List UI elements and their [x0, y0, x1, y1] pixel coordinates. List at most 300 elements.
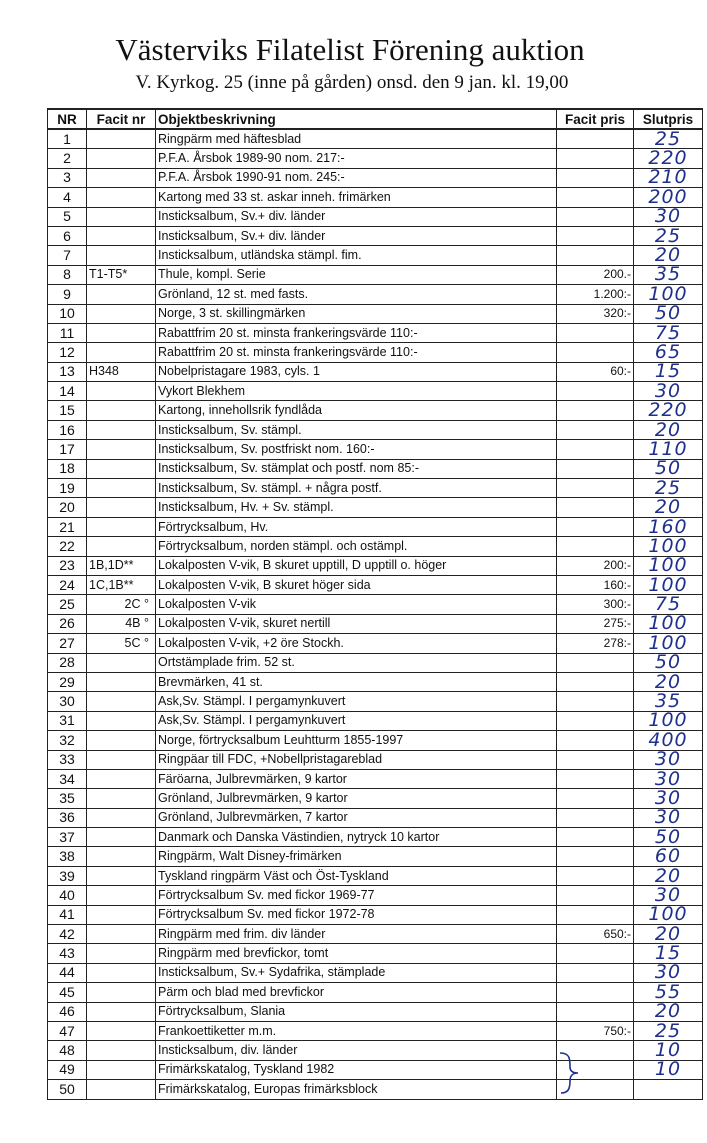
facit-price [557, 944, 634, 963]
lot-number: 43 [48, 944, 87, 963]
table-row [48, 188, 703, 207]
facit-price: 200:- [557, 556, 634, 575]
lot-number: 3 [48, 168, 87, 187]
column-header-facit-nr: Facit nr [87, 109, 156, 129]
final-price: 20 [634, 672, 703, 691]
facit-price [557, 401, 634, 420]
table-header-row [48, 109, 703, 129]
table-row [48, 168, 703, 187]
object-description: Insticksalbum, Sv. stämplat och postf. nom 85:- [156, 459, 557, 478]
column-header-facit-pris: Facit pris [557, 109, 634, 129]
table-row [48, 362, 703, 381]
lot-number: 21 [48, 517, 87, 536]
facit-price: 320:- [557, 304, 634, 323]
facit-number [87, 789, 156, 808]
lot-number: 30 [48, 692, 87, 711]
table-row [48, 343, 703, 362]
object-description: Ringpärm med häftesblad [156, 129, 557, 149]
lot-number: 22 [48, 537, 87, 556]
facit-number [87, 1002, 156, 1021]
facit-number [87, 672, 156, 691]
lot-number: 48 [48, 1041, 87, 1060]
object-description: Ringpäar till FDC, +Nobellpristagareblad [156, 750, 557, 769]
facit-price [557, 440, 634, 459]
lot-number: 45 [48, 983, 87, 1002]
final-price: 15 [634, 362, 703, 381]
table-row [48, 595, 703, 614]
final-price: 30 [634, 382, 703, 401]
facit-number [87, 401, 156, 420]
table-row [48, 129, 703, 149]
document-subtitle: V. Kyrkog. 25 (inne på gården) onsd. den 9 jan. kl. 19,00 [135, 72, 569, 93]
facit-price: 60:- [557, 362, 634, 381]
lot-number: 17 [48, 440, 87, 459]
table-row [48, 692, 703, 711]
object-description: Ortstämplade frim. 52 st. [156, 653, 557, 672]
facit-number [87, 711, 156, 730]
auction-table [47, 108, 703, 1100]
object-description: Insticksalbum, Sv.+ div. länder [156, 226, 557, 245]
final-price: 30 [634, 808, 703, 827]
object-description: Insticksalbum, Hv. + Sv. stämpl. [156, 498, 557, 517]
lot-number: 47 [48, 1021, 87, 1040]
table-row [48, 479, 703, 498]
facit-price [557, 963, 634, 982]
final-price: 10 [634, 1041, 703, 1060]
table-row [48, 905, 703, 924]
object-description: Tyskland ringpärm Väst och Öst-Tyskland [156, 866, 557, 885]
final-price: 220 [634, 149, 703, 168]
lot-number: 2 [48, 149, 87, 168]
object-description: Förtrycksalbum, norden stämpl. och ostämpl. [156, 537, 557, 556]
final-price: 30 [634, 207, 703, 226]
facit-number [87, 828, 156, 847]
facit-number [87, 847, 156, 866]
object-description: Ringpärm med brevfickor, tomt [156, 944, 557, 963]
facit-number [87, 420, 156, 439]
final-price: 30 [634, 886, 703, 905]
object-description: Frimärkskatalog, Europas frimärksblock [156, 1080, 557, 1099]
facit-price [557, 886, 634, 905]
facit-number: 2C ° [87, 595, 156, 614]
facit-number [87, 226, 156, 245]
lot-number: 37 [48, 828, 87, 847]
lot-number: 41 [48, 905, 87, 924]
column-header-objekt: Objektbeskrivning [156, 109, 557, 129]
lot-number: 36 [48, 808, 87, 827]
object-description: P.F.A. Årsbok 1990-91 nom. 245:- [156, 168, 557, 187]
table-row [48, 828, 703, 847]
table-row [48, 1021, 703, 1040]
table-row [48, 304, 703, 323]
table-row [48, 440, 703, 459]
final-price: 100 [634, 556, 703, 575]
table-row [48, 207, 703, 226]
lot-number: 46 [48, 1002, 87, 1021]
facit-number [87, 517, 156, 536]
table-row [48, 983, 703, 1002]
lot-number: 28 [48, 653, 87, 672]
lot-number: 5 [48, 207, 87, 226]
facit-price [557, 129, 634, 149]
lot-number: 34 [48, 769, 87, 788]
facit-price [557, 828, 634, 847]
facit-price [557, 866, 634, 885]
table-row [48, 1002, 703, 1021]
lot-number: 15 [48, 401, 87, 420]
object-description: Lokalposten V-vik, B skuret höger sida [156, 575, 557, 594]
lot-number: 16 [48, 420, 87, 439]
table-row [48, 750, 703, 769]
table-row [48, 886, 703, 905]
lot-number: 10 [48, 304, 87, 323]
facit-number: 5C ° [87, 634, 156, 653]
facit-price [557, 382, 634, 401]
final-price: 50 [634, 304, 703, 323]
facit-number [87, 246, 156, 265]
facit-price [557, 750, 634, 769]
lot-number: 12 [48, 343, 87, 362]
final-price: 20 [634, 246, 703, 265]
facit-number: 4B ° [87, 614, 156, 633]
object-description: Pärm och blad med brevfickor [156, 983, 557, 1002]
object-description: Färöarna, Julbrevmärken, 9 kartor [156, 769, 557, 788]
facit-number [87, 653, 156, 672]
final-price [634, 1080, 703, 1099]
lot-number: 18 [48, 459, 87, 478]
facit-price: 750:- [557, 1021, 634, 1040]
object-description: Grönland, 12 st. med fasts. [156, 285, 557, 304]
lot-number: 26 [48, 614, 87, 633]
table-row [48, 847, 703, 866]
object-description: Ringpärm med frim. div länder [156, 925, 557, 944]
final-price: 100 [634, 634, 703, 653]
final-price: 20 [634, 1002, 703, 1021]
table-row [48, 925, 703, 944]
brace-mark [558, 1051, 582, 1095]
object-description: Insticksalbum, Sv. stämpl. [156, 420, 557, 439]
final-price: 75 [634, 323, 703, 342]
facit-number [87, 537, 156, 556]
object-description: Thule, kompl. Serie [156, 265, 557, 284]
lot-number: 8 [48, 265, 87, 284]
lot-number: 25 [48, 595, 87, 614]
lot-number: 44 [48, 963, 87, 982]
facit-price [557, 323, 634, 342]
object-description: Frimärkskatalog, Tyskland 1982 [156, 1060, 557, 1079]
table-row [48, 731, 703, 750]
object-description: Frankoettiketter m.m. [156, 1021, 557, 1040]
object-description: P.F.A. Årsbok 1989-90 nom. 217:- [156, 149, 557, 168]
facit-price: 300:- [557, 595, 634, 614]
lot-number: 4 [48, 188, 87, 207]
lot-number: 6 [48, 226, 87, 245]
final-price: 100 [634, 905, 703, 924]
object-description: Ringpärm, Walt Disney-frimärken [156, 847, 557, 866]
facit-price [557, 537, 634, 556]
lot-number: 29 [48, 672, 87, 691]
final-price: 15 [634, 944, 703, 963]
final-price: 25 [634, 129, 703, 149]
final-price: 400 [634, 731, 703, 750]
facit-number: 1C,1B** [87, 575, 156, 594]
final-price: 20 [634, 866, 703, 885]
table-row [48, 149, 703, 168]
table-row [48, 246, 703, 265]
final-price: 30 [634, 769, 703, 788]
facit-number [87, 440, 156, 459]
object-description: Insticksalbum, Sv.+ Sydafrika, stämplade [156, 963, 557, 982]
facit-price [557, 789, 634, 808]
facit-number [87, 498, 156, 517]
table-row [48, 944, 703, 963]
table-row [48, 420, 703, 439]
table-row [48, 769, 703, 788]
table-row [48, 323, 703, 342]
lot-number: 7 [48, 246, 87, 265]
facit-number [87, 750, 156, 769]
object-description: Grönland, Julbrevmärken, 7 kartor [156, 808, 557, 827]
object-description: Insticksalbum, div. länder [156, 1041, 557, 1060]
object-description: Ask,Sv. Stämpl. I pergamynkuvert [156, 692, 557, 711]
facit-price [557, 1002, 634, 1021]
facit-number [87, 983, 156, 1002]
final-price: 50 [634, 653, 703, 672]
facit-price [557, 459, 634, 478]
facit-number [87, 207, 156, 226]
final-price: 25 [634, 1021, 703, 1040]
table-row [48, 459, 703, 478]
facit-price: 1.200:- [557, 285, 634, 304]
lot-number: 32 [48, 731, 87, 750]
table-row [48, 556, 703, 575]
final-price: 100 [634, 575, 703, 594]
table-row [48, 1080, 703, 1099]
table-row [48, 1041, 703, 1060]
lot-number: 11 [48, 323, 87, 342]
table-row [48, 498, 703, 517]
lot-number: 1 [48, 129, 87, 149]
table-body [48, 129, 703, 1099]
table-row [48, 537, 703, 556]
table-row [48, 963, 703, 982]
facit-number [87, 323, 156, 342]
facit-price [557, 207, 634, 226]
object-description: Ask,Sv. Stämpl. I pergamynkuvert [156, 711, 557, 730]
object-description: Insticksalbum, utländska stämpl. fim. [156, 246, 557, 265]
object-description: Lokalposten V-vik [156, 595, 557, 614]
object-description: Norge, 3 st. skillingmärken [156, 304, 557, 323]
table-row [48, 226, 703, 245]
column-header-slutpris: Slutpris [634, 109, 703, 129]
facit-number [87, 944, 156, 963]
facit-price [557, 420, 634, 439]
final-price: 220 [634, 401, 703, 420]
facit-number [87, 459, 156, 478]
facit-price [557, 847, 634, 866]
table-row [48, 653, 703, 672]
final-price: 160 [634, 517, 703, 536]
object-description: Lokalposten V-vik, +2 öre Stockh. [156, 634, 557, 653]
facit-number [87, 1060, 156, 1079]
object-description: Förtrycksalbum, Slania [156, 1002, 557, 1021]
table-row [48, 711, 703, 730]
final-price: 55 [634, 983, 703, 1002]
facit-number [87, 168, 156, 187]
facit-price: 650:- [557, 925, 634, 944]
object-description: Lokalposten V-vik, skuret nertill [156, 614, 557, 633]
facit-price [557, 343, 634, 362]
facit-price [557, 246, 634, 265]
facit-price [557, 149, 634, 168]
facit-price [557, 692, 634, 711]
object-description: Rabattfrim 20 st. minsta frankeringsvärde 110:- [156, 343, 557, 362]
final-price: 30 [634, 750, 703, 769]
lot-number: 24 [48, 575, 87, 594]
final-price: 30 [634, 963, 703, 982]
facit-number: H348 [87, 362, 156, 381]
table-row [48, 575, 703, 594]
facit-price [557, 653, 634, 672]
final-price: 100 [634, 711, 703, 730]
column-header-nr: NR [48, 109, 87, 129]
object-description: Förtrycksalbum, Hv. [156, 517, 557, 536]
final-price: 20 [634, 498, 703, 517]
facit-price [557, 479, 634, 498]
facit-price [557, 711, 634, 730]
final-price: 100 [634, 537, 703, 556]
lot-number: 50 [48, 1080, 87, 1099]
lot-number: 31 [48, 711, 87, 730]
facit-number [87, 769, 156, 788]
final-price: 25 [634, 226, 703, 245]
facit-number: T1-T5* [87, 265, 156, 284]
facit-number [87, 886, 156, 905]
table-row [48, 265, 703, 284]
object-description: Förtrycksalbum Sv. med fickor 1969-77 [156, 886, 557, 905]
facit-number [87, 905, 156, 924]
object-description: Grönland, Julbrevmärken, 9 kartor [156, 789, 557, 808]
lot-number: 38 [48, 847, 87, 866]
object-description: Kartong, innehollsrik fyndlåda [156, 401, 557, 420]
final-price: 50 [634, 459, 703, 478]
lot-number: 23 [48, 556, 87, 575]
final-price: 35 [634, 692, 703, 711]
object-description: Förtrycksalbum Sv. med fickor 1972-78 [156, 905, 557, 924]
final-price: 25 [634, 479, 703, 498]
facit-number: 1B,1D** [87, 556, 156, 575]
final-price: 210 [634, 168, 703, 187]
facit-price [557, 769, 634, 788]
lot-number: 20 [48, 498, 87, 517]
facit-price [557, 905, 634, 924]
lot-number: 14 [48, 382, 87, 401]
table-row [48, 1060, 703, 1079]
facit-price [557, 226, 634, 245]
facit-number [87, 188, 156, 207]
lot-number: 13 [48, 362, 87, 381]
final-price: 75 [634, 595, 703, 614]
facit-price [557, 808, 634, 827]
table-row [48, 382, 703, 401]
object-description: Lokalposten V-vik, B skuret upptill, D upptill o. höger [156, 556, 557, 575]
lot-number: 19 [48, 479, 87, 498]
facit-number [87, 1021, 156, 1040]
facit-number [87, 866, 156, 885]
facit-price [557, 517, 634, 536]
lot-number: 49 [48, 1060, 87, 1079]
document-title: Västerviks Filatelist Förening auktion [115, 32, 585, 67]
table-row [48, 614, 703, 633]
facit-price: 160:- [557, 575, 634, 594]
table-row [48, 285, 703, 304]
final-price: 100 [634, 285, 703, 304]
table-row [48, 808, 703, 827]
lot-number: 35 [48, 789, 87, 808]
facit-number [87, 692, 156, 711]
table-row [48, 517, 703, 536]
lot-number: 42 [48, 925, 87, 944]
lot-number: 39 [48, 866, 87, 885]
facit-price [557, 188, 634, 207]
facit-number [87, 304, 156, 323]
final-price: 60 [634, 847, 703, 866]
facit-number [87, 149, 156, 168]
facit-number [87, 382, 156, 401]
facit-number [87, 343, 156, 362]
object-description: Insticksalbum, Sv. stämpl. + några postf. [156, 479, 557, 498]
final-price: 200 [634, 188, 703, 207]
facit-price: 275:- [557, 614, 634, 633]
facit-price [557, 168, 634, 187]
facit-number [87, 808, 156, 827]
lot-number: 33 [48, 750, 87, 769]
lot-number: 40 [48, 886, 87, 905]
facit-number [87, 925, 156, 944]
facit-price [557, 498, 634, 517]
final-price: 30 [634, 789, 703, 808]
final-price: 35 [634, 265, 703, 284]
table-row [48, 634, 703, 653]
facit-price [557, 731, 634, 750]
final-price: 20 [634, 420, 703, 439]
table-row [48, 789, 703, 808]
facit-number [87, 285, 156, 304]
object-description: Norge, förtrycksalbum Leuhtturm 1855-1997 [156, 731, 557, 750]
table-row [48, 672, 703, 691]
object-description: Kartong med 33 st. askar inneh. frimärken [156, 188, 557, 207]
facit-price: 278:- [557, 634, 634, 653]
table-row [48, 866, 703, 885]
facit-number [87, 963, 156, 982]
object-description: Insticksalbum, Sv.+ div. länder [156, 207, 557, 226]
facit-price [557, 672, 634, 691]
object-description: Rabattfrim 20 st. minsta frankeringsvärde 110:- [156, 323, 557, 342]
facit-number [87, 479, 156, 498]
facit-number [87, 1080, 156, 1099]
facit-price: 200.- [557, 265, 634, 284]
final-price: 65 [634, 343, 703, 362]
lot-number: 27 [48, 634, 87, 653]
final-price: 100 [634, 614, 703, 633]
final-price: 110 [634, 440, 703, 459]
facit-number [87, 731, 156, 750]
final-price: 50 [634, 828, 703, 847]
lot-number: 9 [48, 285, 87, 304]
facit-number [87, 1041, 156, 1060]
final-price: 10 [634, 1060, 703, 1079]
final-price: 20 [634, 925, 703, 944]
